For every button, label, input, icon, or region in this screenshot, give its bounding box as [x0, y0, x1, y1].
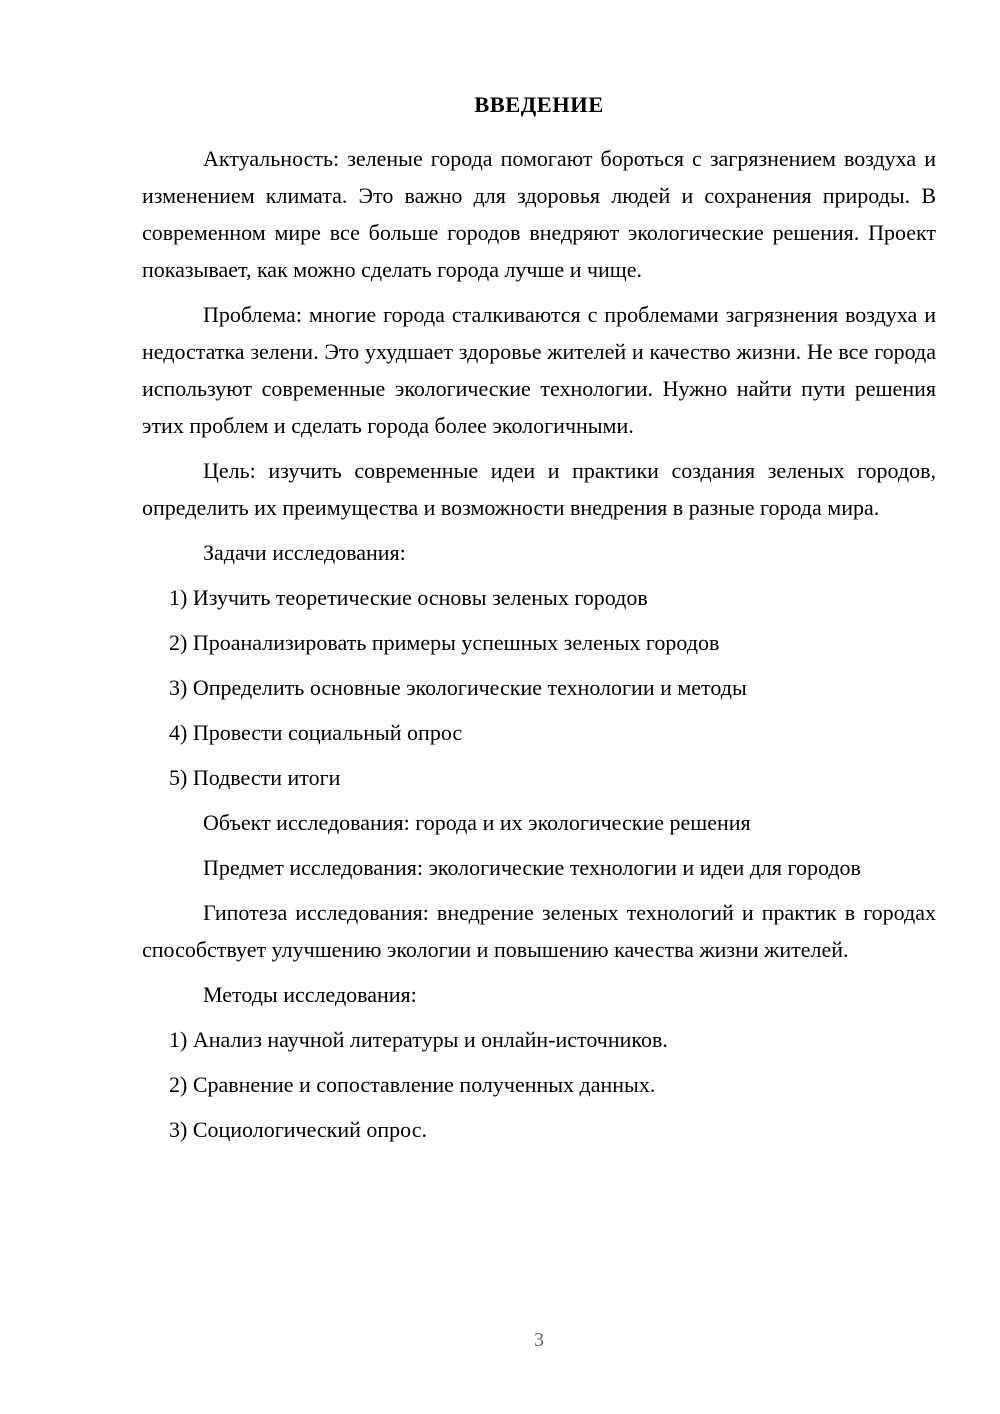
paragraph-actuality: Актуальность: зеленые города помогают бороться с загрязнением воздуха и изменением климата. Это важно для здоровья людей и сохранения природы. В современном мире все больше городов внедряют экологические решения. Проект показывает, как можно сделать города лучше и чище. [142, 146, 936, 282]
page-number: 3 [534, 1329, 544, 1351]
method-item-2: 2) Сравнение и сопоставление полученных данных. [169, 1072, 656, 1097]
heading-methods: Методы исследования: [203, 982, 417, 1007]
paragraph-problem: Проблема: многие города сталкиваются с проблемами загрязнения воздуха и недостатка зелени. Это ухудшает здоровье жителей и качество жизни. Не все города используют современные экологические технологии. Нужно найти пути решения этих проблем и сделать города более экологичными. [142, 302, 936, 438]
paragraph-hypothesis: Гипотеза исследования: внедрение зеленых технологий и практик в городах способствует улучшению экологии и повышению качества жизни жителей. [142, 900, 936, 962]
task-item-4: 4) Провести социальный опрос [169, 720, 463, 745]
paragraph-subject: Предмет исследования: экологические технологии и идеи для городов [203, 855, 861, 880]
task-item-2: 2) Проанализировать примеры успешных зеленых городов [169, 630, 720, 655]
task-item-1: 1) Изучить теоретические основы зеленых городов [169, 585, 648, 610]
task-item-5: 5) Подвести итоги [169, 765, 341, 790]
paragraph-goal: Цель: изучить современные идеи и практики создания зеленых городов, определить их преимущества и возможности внедрения в разные города мира. [142, 458, 936, 520]
task-item-3: 3) Определить основные экологические технологии и методы [169, 675, 747, 700]
paragraph-object: Объект исследования: города и их экологические решения [203, 810, 751, 835]
method-item-1: 1) Анализ научной литературы и онлайн-источников. [169, 1027, 668, 1052]
document-body [142, 86, 936, 1156]
page-title: ВВЕДЕНИЕ [474, 92, 604, 117]
heading-tasks: Задачи исследования: [203, 540, 406, 565]
method-item-3: 3) Социологический опрос. [169, 1117, 427, 1142]
